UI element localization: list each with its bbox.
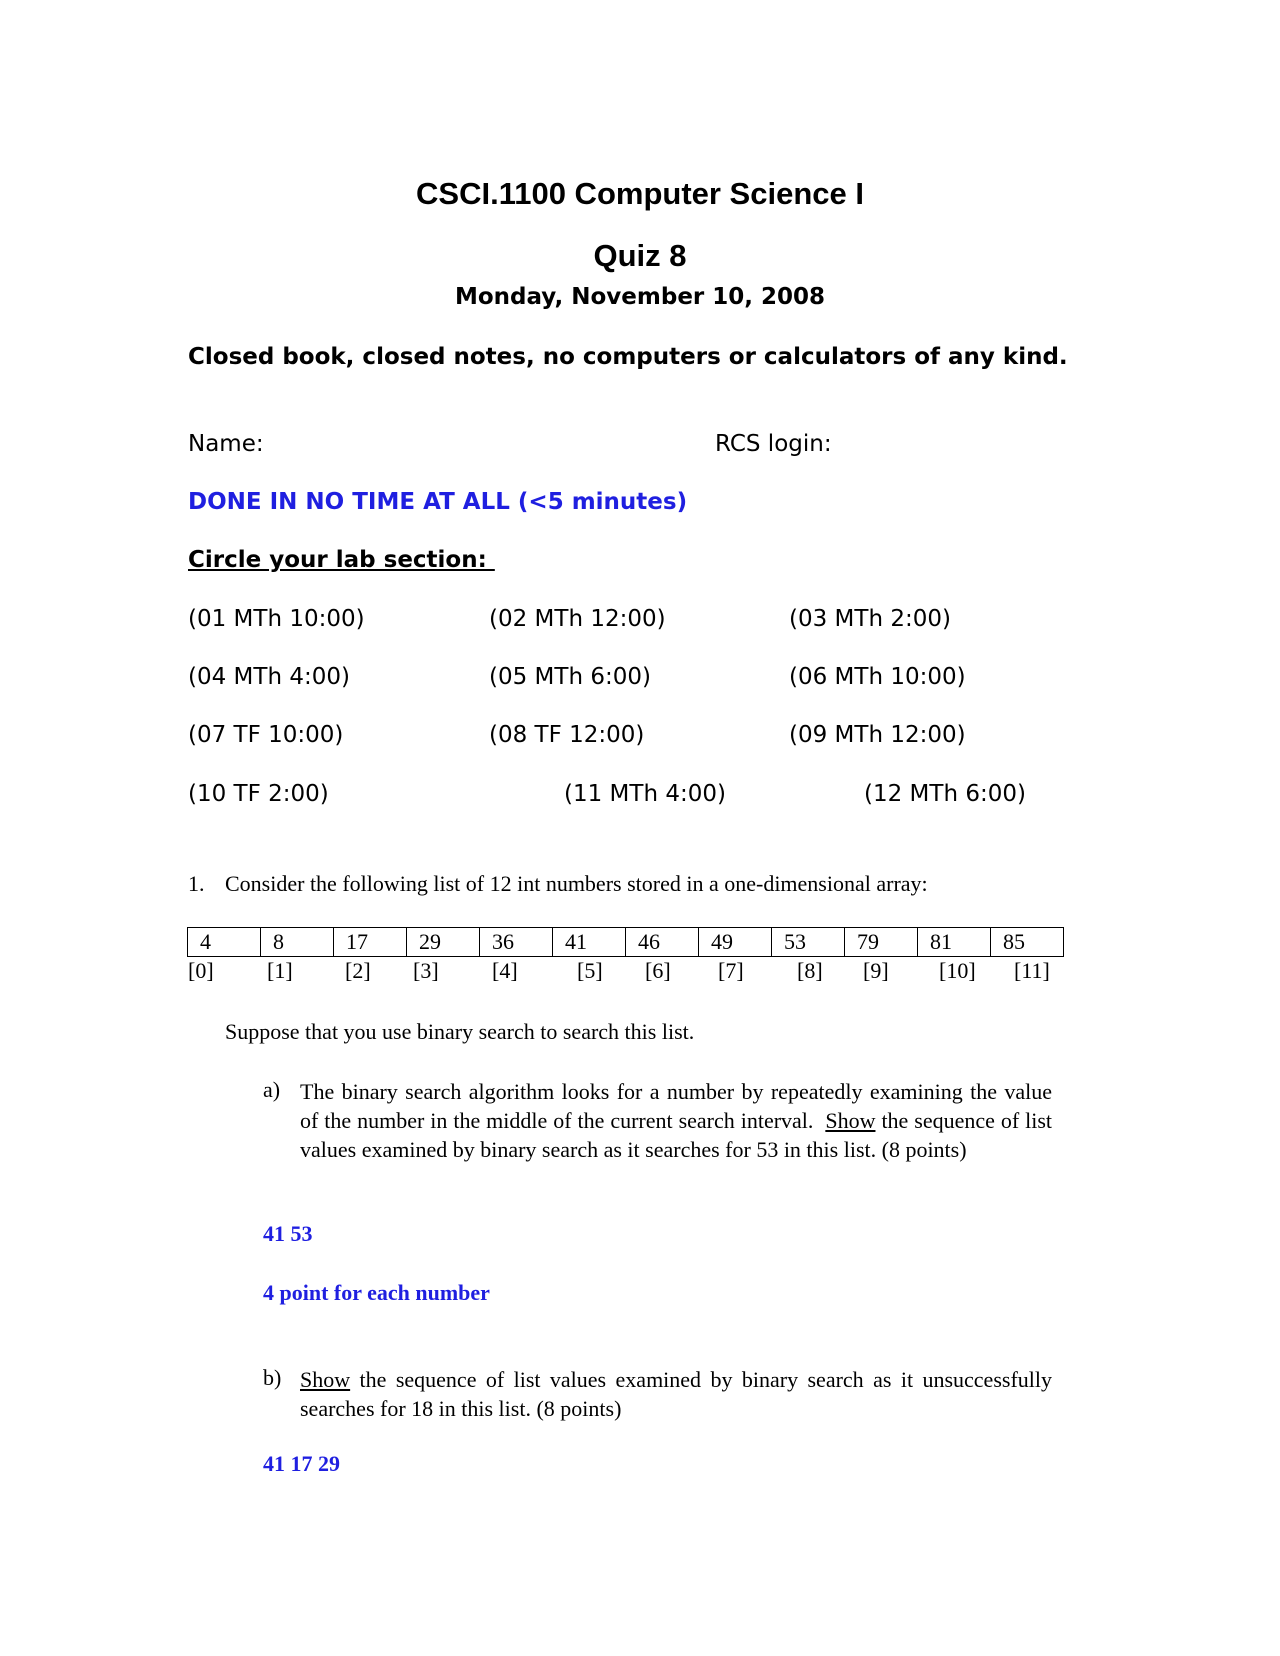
lab-section-08[interactable]: (08 TF 12:00)	[489, 722, 645, 748]
lab-section-06[interactable]: (06 MTh 10:00)	[789, 664, 966, 690]
binary-search-intro: Suppose that you use binary search to search this list.	[225, 1019, 695, 1044]
rcs-login-label: RCS login:	[715, 431, 832, 457]
part-a-text	[300, 1077, 1052, 1164]
part-b-text-after: the sequence of list values examined by binary search as it unsuccessfully searches for 18 in this list. (8 points)	[300, 1367, 1052, 1421]
part-a-text-after: the sequence of list values examined by binary search as it searches for 53 in this list. (8 points)	[300, 1108, 1053, 1162]
array-cell: 17	[334, 928, 407, 957]
quiz-title: Quiz 8	[593, 238, 687, 273]
part-a-show: Show	[825, 1108, 876, 1133]
array-cell: 46	[626, 928, 699, 957]
exam-rules: Closed book, closed notes, no computers or calculators of any kind.	[188, 344, 1068, 370]
part-a-answer: 41 53	[263, 1221, 313, 1246]
array-index: [8]	[797, 958, 823, 983]
part-b-answer: 41 17 29	[263, 1451, 340, 1476]
array-index: [5]	[577, 958, 603, 983]
course-title: CSCI.1100 Computer Science I	[416, 176, 864, 211]
array-index: [0]	[188, 958, 214, 983]
array-cell: 8	[261, 928, 334, 957]
part-a-label: a)	[263, 1077, 281, 1102]
question-text: Consider the following list of 12 int numbers stored in a one-dimensional array:	[225, 871, 928, 896]
quiz-date: Monday, November 10, 2008	[454, 284, 826, 310]
name-label: Name:	[188, 431, 264, 457]
array-index: [3]	[413, 958, 439, 983]
part-b-text	[300, 1365, 1052, 1423]
array-index: [9]	[863, 958, 889, 983]
array-table	[187, 927, 1064, 957]
array-index: [2]	[345, 958, 371, 983]
lab-section-heading: Circle your lab section:	[188, 547, 495, 573]
question-number: 1.	[188, 871, 205, 896]
lab-section-03[interactable]: (03 MTh 2:00)	[789, 606, 951, 632]
lab-section-04[interactable]: (04 MTh 4:00)	[188, 664, 350, 690]
array-cell: 4	[188, 928, 261, 957]
lab-section-05[interactable]: (05 MTh 6:00)	[489, 664, 651, 690]
array-index: [11]	[1014, 958, 1050, 983]
array-cell: 36	[480, 928, 553, 957]
array-cell: 49	[699, 928, 772, 957]
array-cell: 41	[553, 928, 626, 957]
array-cell: 85	[991, 928, 1064, 957]
lab-section-07[interactable]: (07 TF 10:00)	[188, 722, 344, 748]
array-cell: 81	[918, 928, 991, 957]
array-cell: 53	[772, 928, 845, 957]
array-cell: 79	[845, 928, 918, 957]
lab-section-11[interactable]: (11 MTh 4:00)	[564, 781, 726, 807]
part-b-show: Show	[300, 1367, 351, 1392]
part-b-label: b)	[263, 1365, 282, 1390]
part-a-grading: 4 point for each number	[263, 1280, 490, 1305]
array-index: [10]	[939, 958, 976, 983]
array-cell: 29	[407, 928, 480, 957]
array-index: [7]	[718, 958, 744, 983]
lab-section-02[interactable]: (02 MTh 12:00)	[489, 606, 666, 632]
lab-section-09[interactable]: (09 MTh 12:00)	[789, 722, 966, 748]
lab-section-10[interactable]: (10 TF 2:00)	[188, 781, 329, 807]
array-index: [6]	[645, 958, 671, 983]
part-a-text-before: The binary search algorithm looks for a number by repeatedly examining the value of the number in the middle of the current search interval.	[300, 1079, 1052, 1133]
lab-section-12[interactable]: (12 MTh 6:00)	[864, 781, 1026, 807]
time-note: DONE IN NO TIME AT ALL (<5 minutes)	[188, 489, 688, 515]
array-index: [1]	[267, 958, 293, 983]
lab-section-01[interactable]: (01 MTh 10:00)	[188, 606, 365, 632]
array-index: [4]	[492, 958, 518, 983]
